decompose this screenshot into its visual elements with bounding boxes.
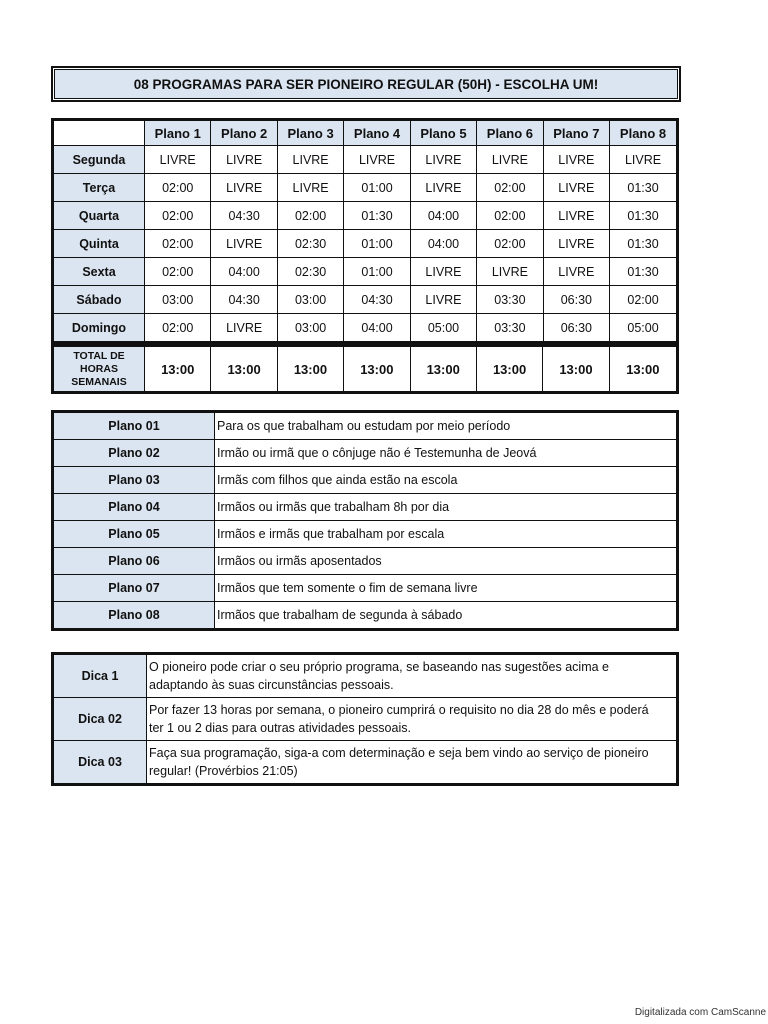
schedule-cell: 02:30 [277, 230, 343, 258]
total-cell: 13:00 [211, 346, 277, 393]
schedule-cell: LIVRE [277, 174, 343, 202]
total-cell: 13:00 [277, 346, 343, 393]
table-row [53, 174, 678, 202]
plan-name: Plano 05 [53, 521, 215, 548]
table-row [53, 654, 678, 698]
plan-description: Irmãos que trabalham de segunda à sábado [215, 602, 678, 630]
tip-text [147, 654, 678, 698]
scanner-watermark: Digitalizada com CamScanne [634, 1007, 766, 1018]
table-row [53, 548, 678, 575]
day-label: Sexta [53, 258, 145, 286]
schedule-cell: LIVRE [410, 258, 476, 286]
schedule-cell: 04:00 [211, 258, 277, 286]
schedule-cell: LIVRE [211, 174, 277, 202]
schedule-cell: LIVRE [277, 146, 343, 174]
schedule-cell: 04:00 [344, 314, 410, 343]
schedule-header-row [53, 120, 678, 146]
plan-header: Plano 6 [477, 120, 543, 146]
schedule-cell: 02:00 [145, 230, 211, 258]
schedule-cell: 01:30 [610, 202, 678, 230]
total-label-line: TOTAL DE [73, 349, 125, 362]
schedule-cell: 01:00 [344, 258, 410, 286]
plan-description: Para os que trabalham ou estudam por meio período [215, 412, 678, 440]
table-row [53, 314, 678, 343]
schedule-cell: 02:00 [477, 202, 543, 230]
schedule-cell: 02:00 [145, 202, 211, 230]
table-row [53, 412, 678, 440]
tip-text [147, 698, 678, 741]
schedule-cell: 02:00 [477, 174, 543, 202]
tip-line: regular! (Provérbios 21:05) [149, 764, 298, 778]
table-row [53, 230, 678, 258]
schedule-cell: 01:30 [610, 258, 678, 286]
schedule-cell: 02:00 [145, 174, 211, 202]
day-label: Terça [53, 174, 145, 202]
schedule-cell: 05:00 [610, 314, 678, 343]
schedule-cell: LIVRE [410, 174, 476, 202]
total-label-line: SEMANAIS [71, 375, 127, 388]
tip-line: O pioneiro pode criar o seu próprio programa, se baseando nas sugestões acima e [149, 660, 609, 674]
plan-description: Irmãos e irmãs que trabalham por escala [215, 521, 678, 548]
schedule-cell: LIVRE [543, 174, 609, 202]
schedule-cell: 03:00 [277, 314, 343, 343]
total-cell: 13:00 [543, 346, 609, 393]
table-row [53, 202, 678, 230]
table-row [53, 494, 678, 521]
total-cell: 13:00 [609, 346, 677, 393]
schedule-cell: LIVRE [543, 146, 609, 174]
plan-name: Plano 04 [53, 494, 215, 521]
plan-name: Plano 02 [53, 440, 215, 467]
plan-header: Plano 2 [211, 120, 277, 146]
total-hours-label [53, 346, 145, 393]
schedule-cell: LIVRE [543, 230, 609, 258]
day-label: Quinta [53, 230, 145, 258]
schedule-cell: LIVRE [543, 258, 609, 286]
total-hours-table [51, 344, 679, 394]
plan-header: Plano 1 [145, 120, 211, 146]
schedule-cell: 02:00 [477, 230, 543, 258]
plan-name: Plano 08 [53, 602, 215, 630]
day-label: Quarta [53, 202, 145, 230]
plan-header: Plano 8 [610, 120, 678, 146]
page-title: 08 PROGRAMAS PARA SER PIONEIRO REGULAR (50H) - ESCOLHA UM! [51, 66, 681, 102]
plan-name: Plano 01 [53, 412, 215, 440]
total-label-line: HORAS [80, 362, 118, 375]
schedule-cell: 04:30 [211, 202, 277, 230]
total-cell: 13:00 [344, 346, 410, 393]
schedule-cell: 02:00 [145, 258, 211, 286]
schedule-cell: 01:30 [610, 230, 678, 258]
schedule-cell: LIVRE [543, 202, 609, 230]
plan-description: Irmãos ou irmãs aposentados [215, 548, 678, 575]
schedule-cell: LIVRE [477, 258, 543, 286]
day-label: Sábado [53, 286, 145, 314]
plan-description: Irmão ou irmã que o cônjuge não é Testemunha de Jeová [215, 440, 678, 467]
schedule-cell: 03:30 [477, 314, 543, 343]
plan-description: Irmãos ou irmãs que trabalham 8h por dia [215, 494, 678, 521]
plan-name: Plano 07 [53, 575, 215, 602]
table-row [53, 346, 678, 393]
tip-line: Faça sua programação, siga-a com determinação e seja bem vindo ao serviço de pioneiro [149, 746, 649, 760]
plan-header: Plano 4 [344, 120, 410, 146]
tips-table [51, 652, 679, 786]
tip-label: Dica 1 [53, 654, 147, 698]
day-label: Segunda [53, 146, 145, 174]
plan-descriptions-table [51, 410, 679, 631]
table-row [53, 258, 678, 286]
schedule-cell: LIVRE [344, 146, 410, 174]
schedule-cell: 02:00 [145, 314, 211, 343]
schedule-cell: LIVRE [410, 286, 476, 314]
table-row [53, 698, 678, 741]
day-label: Domingo [53, 314, 145, 343]
schedule-cell: LIVRE [211, 314, 277, 343]
schedule-cell: 04:30 [344, 286, 410, 314]
schedule-corner-cell [53, 120, 145, 146]
tip-text [147, 741, 678, 785]
plan-description: Irmãos que tem somente o fim de semana livre [215, 575, 678, 602]
schedule-cell: 06:30 [543, 286, 609, 314]
tip-line: Por fazer 13 horas por semana, o pioneiro cumprirá o requisito no dia 28 do mês e poderá [149, 703, 649, 717]
tip-line: adaptando às suas circunstâncias pessoais. [149, 678, 394, 692]
schedule-table [51, 118, 679, 344]
schedule-cell: 01:30 [610, 174, 678, 202]
schedule-cell: LIVRE [211, 230, 277, 258]
table-row [53, 286, 678, 314]
table-row [53, 741, 678, 785]
schedule-cell: 04:00 [410, 230, 476, 258]
plan-description: Irmãs com filhos que ainda estão na escola [215, 467, 678, 494]
tip-line: ter 1 ou 2 dias para outras atividades pessoais. [149, 721, 411, 735]
schedule-cell: 04:30 [211, 286, 277, 314]
schedule-cell: 01:30 [344, 202, 410, 230]
schedule-cell: LIVRE [145, 146, 211, 174]
schedule-cell: 03:30 [477, 286, 543, 314]
plan-header: Plano 5 [410, 120, 476, 146]
table-row [53, 440, 678, 467]
plan-name: Plano 03 [53, 467, 215, 494]
total-cell: 13:00 [476, 346, 542, 393]
schedule-cell: 01:00 [344, 174, 410, 202]
schedule-cell: 03:00 [277, 286, 343, 314]
plan-header: Plano 3 [277, 120, 343, 146]
schedule-cell: 02:30 [277, 258, 343, 286]
schedule-cell: 04:00 [410, 202, 476, 230]
total-cell: 13:00 [145, 346, 211, 393]
schedule-cell: LIVRE [610, 146, 678, 174]
total-cell: 13:00 [410, 346, 476, 393]
table-row [53, 521, 678, 548]
schedule-cell: 03:00 [145, 286, 211, 314]
table-row [53, 602, 678, 630]
table-row [53, 575, 678, 602]
schedule-cell: 02:00 [610, 286, 678, 314]
schedule-cell: LIVRE [477, 146, 543, 174]
schedule-cell: LIVRE [211, 146, 277, 174]
schedule-cell: LIVRE [410, 146, 476, 174]
tip-label: Dica 02 [53, 698, 147, 741]
schedule-cell: 02:00 [277, 202, 343, 230]
schedule-cell: 05:00 [410, 314, 476, 343]
plan-header: Plano 7 [543, 120, 609, 146]
tip-label: Dica 03 [53, 741, 147, 785]
schedule-cell: 01:00 [344, 230, 410, 258]
table-row [53, 467, 678, 494]
plan-name: Plano 06 [53, 548, 215, 575]
table-row [53, 146, 678, 174]
schedule-cell: 06:30 [543, 314, 609, 343]
